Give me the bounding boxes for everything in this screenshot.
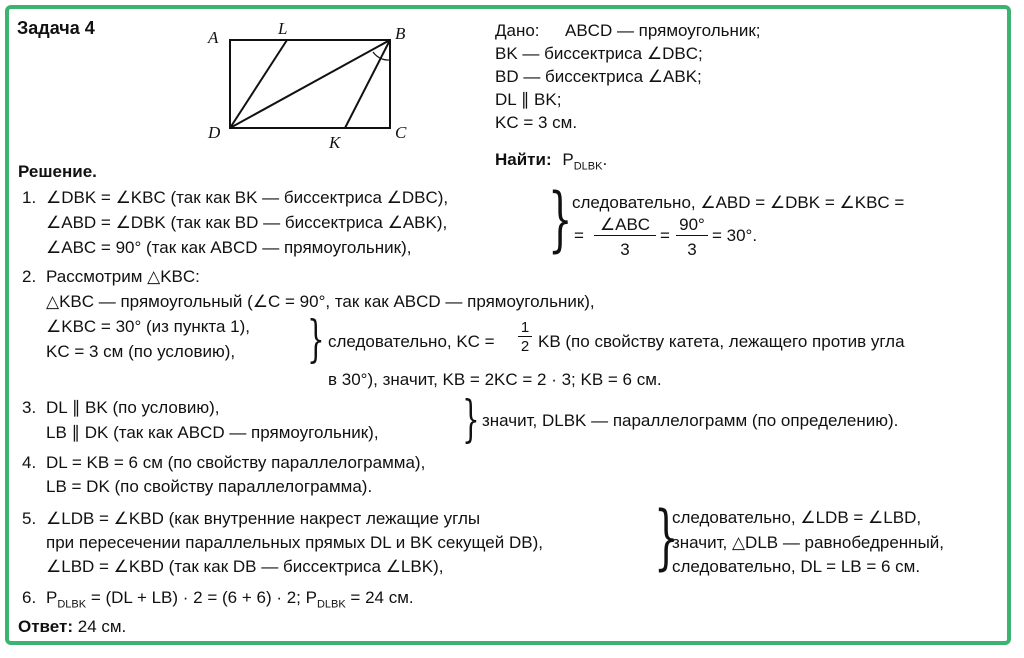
- step2-conclusion-pre: следовательно, KC =: [328, 332, 495, 351]
- step6-formula: [46, 588, 414, 614]
- step3-line: DL ∥ BK (по условию),: [46, 398, 220, 417]
- step1-line: ∠DBK = ∠KBC (так как BK — биссектриса ∠DBC),: [46, 188, 449, 207]
- step6-end: = 24 см.: [345, 588, 414, 607]
- step6-number: 6.: [22, 588, 37, 607]
- step1-number: 1.: [22, 188, 37, 207]
- step2-number: 2.: [22, 267, 37, 286]
- step2-conclusion-post: KB (по свойству катета, лежащего против угла: [538, 332, 905, 351]
- step4-line: LB = DK (по свойству параллелограмма).: [46, 477, 373, 496]
- step2-frac-den: 2: [520, 338, 530, 355]
- step1-frac1-den: 3: [620, 240, 630, 259]
- step3-conclusion: значит, DLBK — параллелограмм (по определению).: [482, 411, 899, 430]
- vertex-a-label: A: [208, 28, 219, 47]
- solution-title: Решение.: [18, 162, 97, 181]
- step1-eq2: =: [660, 226, 670, 245]
- step5-conclusion: следовательно, DL = LB = 6 см.: [672, 557, 921, 576]
- step1-eq: =: [574, 226, 584, 245]
- find-end: .: [602, 150, 608, 169]
- find-row: [495, 150, 607, 176]
- step6-sub2: DLBK: [316, 598, 346, 611]
- answer-label: Ответ:: [18, 617, 73, 636]
- step5-conclusion: следовательно, ∠LDB = ∠LBD,: [672, 508, 922, 527]
- step2-line: △KBC — прямоугольный (∠C = 90°, так как ABCD — прямоугольник),: [46, 292, 595, 311]
- step5-conclusion: значит, △DLB — равнобедренный,: [672, 533, 945, 552]
- step1-brace: }: [548, 178, 573, 260]
- given-title: Дано:: [495, 21, 540, 40]
- find-value: P: [562, 150, 574, 169]
- step4-line: DL = KB = 6 см (по свойству параллелограмма),: [46, 453, 426, 472]
- step6-mid: = (DL + LB) · 2 = (6 + 6) · 2;: [86, 588, 306, 607]
- step5-line: ∠LDB = ∠KBD (как внутренние накрест лежащие углы: [46, 509, 481, 528]
- find-label: Найти:: [495, 150, 552, 169]
- answer-value: 24 см.: [77, 617, 127, 636]
- step5-line: ∠LBD = ∠KBD (так как DB — биссектриса ∠LBK),: [46, 557, 444, 576]
- step1-line: ∠ABC = 90° (так как ABCD — прямоугольник),: [46, 238, 412, 257]
- step5-line: при пересечении параллельных прямых DL и BK секущей DB),: [46, 533, 543, 552]
- vertex-d-label: D: [208, 123, 221, 142]
- step3-line: LB ∥ DK (так как ABCD — прямоугольник),: [46, 423, 379, 442]
- given-line: DL ∥ BK;: [495, 90, 562, 109]
- task-title: Задача 4: [17, 18, 95, 38]
- given-line: KC = 3 см.: [495, 113, 578, 132]
- given-line: ABCD — прямоугольник;: [565, 21, 761, 40]
- step2-line: ∠KBC = 30° (из пункта 1),: [46, 317, 251, 336]
- step5-number: 5.: [22, 509, 37, 528]
- step1-frac1-num: ∠ABC: [594, 215, 656, 236]
- given-line: BD — биссектриса ∠ABK;: [495, 67, 702, 86]
- step6-sub: DLBK: [57, 598, 87, 611]
- step2-line: Рассмотрим △KBC:: [46, 267, 200, 286]
- step1-frac2-den: 3: [687, 240, 697, 259]
- step3-brace: }: [462, 390, 480, 448]
- vertex-k-label: K: [329, 133, 341, 152]
- step4-number: 4.: [22, 453, 37, 472]
- step1-line: ∠ABD = ∠DBK (так как BD — биссектриса ∠ABK),: [46, 213, 448, 232]
- step2-brace: }: [307, 310, 325, 368]
- step2-frac-num: 1: [518, 320, 532, 337]
- given-line: BK — биссектриса ∠DBC;: [495, 44, 703, 63]
- vertex-l-label: L: [278, 19, 288, 38]
- vertex-c-label: C: [395, 123, 407, 142]
- rectangle-figure: [195, 18, 425, 158]
- vertex-b-label: B: [395, 24, 406, 43]
- step1-result: = 30°.: [712, 226, 758, 245]
- step1-conclusion: следовательно, ∠ABD = ∠DBK = ∠KBC =: [572, 193, 905, 212]
- step2-line: KC = 3 см (по условию),: [46, 342, 236, 361]
- step3-number: 3.: [22, 398, 37, 417]
- step6-p2: P: [305, 588, 317, 607]
- step2-conclusion2: в 30°), значит, KB = 2KC = 2 · 3; KB = 6 см.: [328, 370, 662, 389]
- step1-frac2-num: 90°: [676, 215, 708, 236]
- find-sub: DLBK: [573, 160, 603, 173]
- step6-p: P: [46, 588, 58, 607]
- step5-brace: }: [654, 496, 679, 578]
- answer-row: [18, 617, 126, 637]
